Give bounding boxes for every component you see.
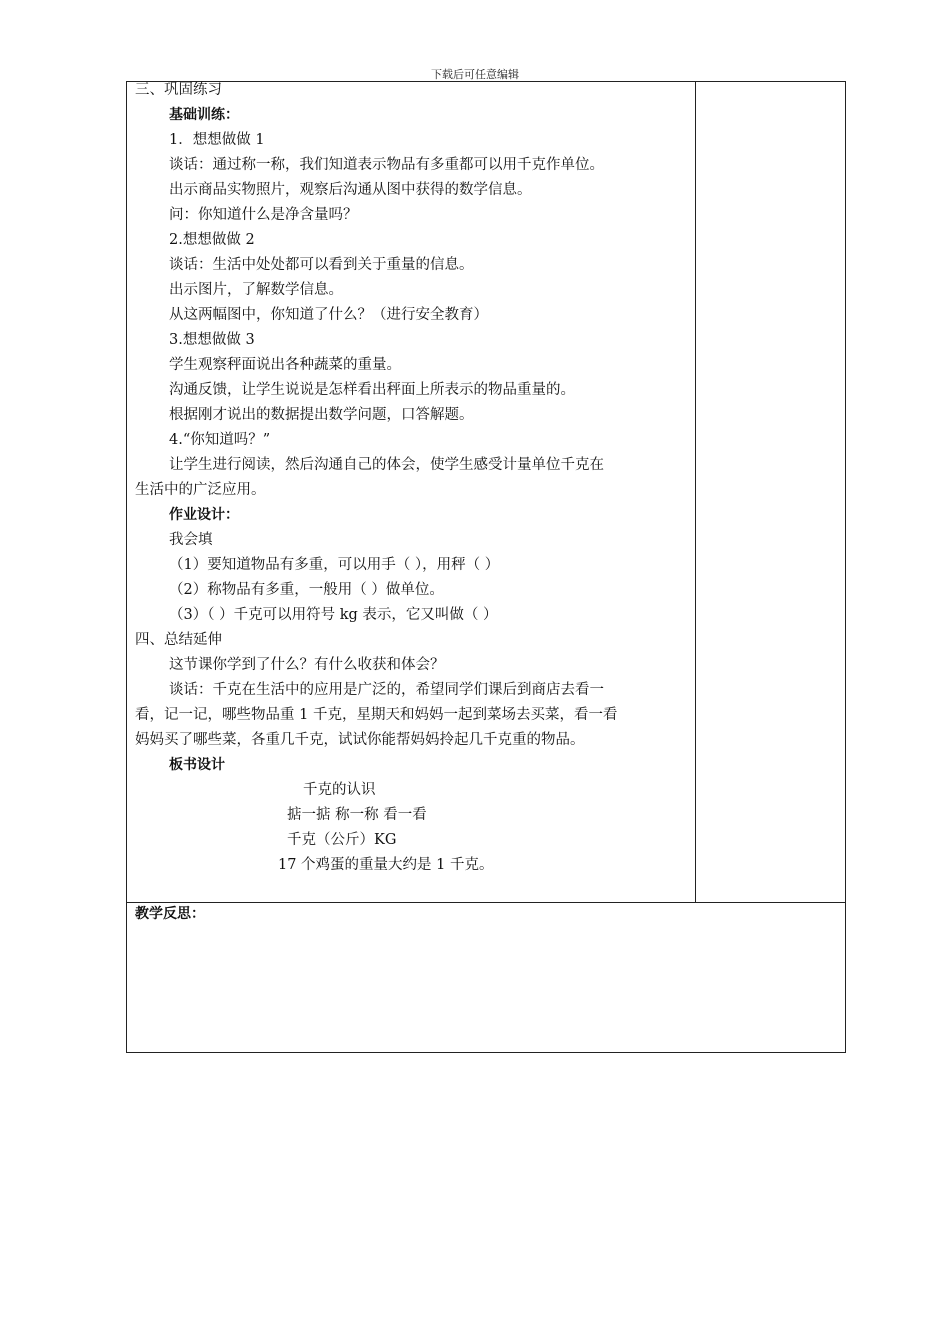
item-title: 1．想想做做 1 bbox=[169, 132, 265, 148]
board-line: 17 个鸡蛋的重量大约是 1 千克。 bbox=[278, 857, 494, 873]
paragraph-line: 谈话：千克在生活中的应用是广泛的，希望同学们课后到商店去看一 bbox=[169, 682, 604, 698]
section-title: 三、巩固练习 bbox=[135, 82, 222, 98]
item-title: 2.想想做做 2 bbox=[169, 232, 255, 248]
subheading: 作业设计： bbox=[169, 507, 239, 523]
paragraph-line: 学生观察秤面说出各种蔬菜的重量。 bbox=[169, 357, 401, 373]
board-line: 千克（公斤）KG bbox=[287, 832, 397, 848]
section-title: 四、总结延伸 bbox=[135, 632, 222, 648]
paragraph-line: 根据刚才说出的数据提出数学问题，口答解题。 bbox=[169, 407, 474, 423]
exercise-line: （1）要知道物品有多重，可以用手（ ），用秤（ ） bbox=[169, 557, 500, 573]
exercise-line: （3）（ ）千克可以用符号 kg 表示，它又叫做（ ） bbox=[169, 607, 498, 623]
board-line: 掂一掂 称一称 看一看 bbox=[287, 807, 427, 823]
paragraph-line: 出示商品实物照片，观察后沟通从图中获得的数学信息。 bbox=[169, 182, 532, 198]
row-divider bbox=[127, 902, 845, 903]
paragraph-line: 从这两幅图中，你知道了什么？（进行安全教育） bbox=[169, 307, 488, 323]
paragraph-line: 看，记一记，哪些物品重 1 千克，星期天和妈妈一起到菜场去买菜，看一看 bbox=[135, 707, 618, 723]
paragraph-line: 谈话：生活中处处都可以看到关于重量的信息。 bbox=[169, 257, 474, 273]
paragraph-line: 生活中的广泛应用。 bbox=[135, 482, 266, 498]
paragraph-line: 让学生进行阅读，然后沟通自己的体会，使学生感受计量单位千克在 bbox=[169, 457, 604, 473]
paragraph-line: 出示图片，了解数学信息。 bbox=[169, 282, 343, 298]
column-divider bbox=[695, 82, 696, 902]
paragraph-line: 沟通反馈，让学生说说是怎样看出秤面上所表示的物品重量的。 bbox=[169, 382, 575, 398]
paragraph-line: 问：你知道什么是净含量吗？ bbox=[169, 207, 358, 223]
paragraph-line: 我会填 bbox=[169, 532, 213, 548]
item-title: 3.想想做做 3 bbox=[169, 332, 255, 348]
subheading: 板书设计 bbox=[169, 757, 225, 773]
paragraph-line: 这节课你学到了什么？有什么收获和体会？ bbox=[169, 657, 445, 673]
subheading: 基础训练： bbox=[169, 107, 239, 123]
lesson-table bbox=[126, 81, 846, 1053]
item-title: 4.“你知道吗？” bbox=[169, 432, 271, 448]
reflection-heading: 教学反思： bbox=[135, 906, 205, 922]
page-header: 下载后可任意编辑 bbox=[431, 68, 519, 81]
paragraph-line: 妈妈买了哪些菜，各重几千克，试试你能帮妈妈拎起几千克重的物品。 bbox=[135, 732, 585, 748]
exercise-line: （2）称物品有多重，一般用（ ）做单位。 bbox=[169, 582, 444, 598]
board-title: 千克的认识 bbox=[303, 782, 376, 798]
paragraph-line: 谈话：通过称一称，我们知道表示物品有多重都可以用千克作单位。 bbox=[169, 157, 604, 173]
